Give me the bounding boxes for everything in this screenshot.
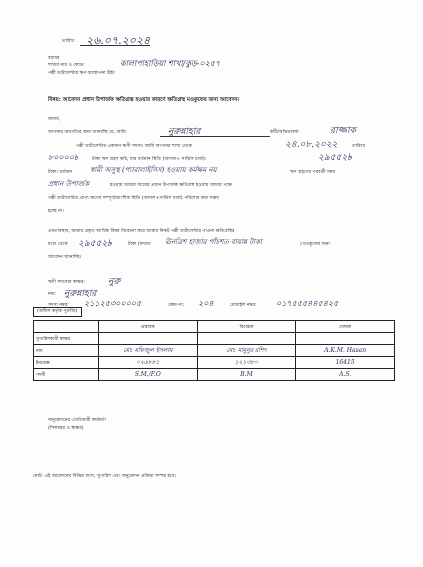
row-label: নাম xyxy=(34,345,99,357)
row-label: সুপারিশকারী স্বাক্ষর xyxy=(34,333,99,345)
subject-line: বিষয়: আবেদন প্রধান উপার্জক ক্ষতিগ্রস্ত হওয়ার কারণে ক্ষতিগ্রস্থ মওকুফের জন্য আবেদন। xyxy=(48,97,240,103)
p1-role: কর্মী/অভিভাবক: xyxy=(270,130,300,135)
mobile-value-hand: ০১৭৫৫৫৪৪৫৪২৫ xyxy=(276,299,339,308)
table-cell: মো: মামুনুর রশিদ xyxy=(197,345,296,357)
table-row xyxy=(34,333,395,345)
situation-hand: স্বামী অসুস্থ (প্যারালাইসিস) হওয়ায় কর্মক্ষম নয় xyxy=(90,166,217,174)
table-row xyxy=(34,357,395,369)
p1-line4-end: ঋণ গ্রহণের পরবর্তী সময় xyxy=(290,170,336,175)
row-label: পদবী xyxy=(34,369,99,381)
p2-line1: এমতাবস্থায়, আমার প্রকৃত আর্থিক বিষয় বিবেচনা করে আমার নিকট পল্লী ডাটাসেন্টার পাওনা ক্ষতিগ্রস্থির xyxy=(48,229,235,234)
mobile-label: মোবাইল নম্বর: xyxy=(230,303,257,308)
p1-line3: টাকা ঋণ গ্রহণ করি, যার বর্তমান স্থিতি (আসল+ সার্ভিস চার্জ): xyxy=(92,157,207,162)
name-label: নাম: xyxy=(48,292,57,297)
branch-label: শাখার নাম ও কোড: xyxy=(48,63,85,68)
p2-mid: টাকা (কথায়: xyxy=(128,242,152,247)
date-underline xyxy=(80,45,150,46)
signature-label: ঋণী সদস্যের স্বাক্ষর: xyxy=(48,280,85,285)
row-label: ইনডেক্স xyxy=(34,357,99,369)
member-value-hand: ২১১২৫৩০০০০৫ xyxy=(84,299,142,308)
name-underline xyxy=(160,136,270,137)
column-header-reviewer: বিবেচক xyxy=(197,321,296,333)
table-cell: S.M./F.O xyxy=(99,369,198,381)
balance-hand: ২৯৫৫২৳ xyxy=(318,153,352,163)
loan-amount-hand: ৮০০০০৳ xyxy=(48,153,78,162)
branch-value: কালাপাহাড়িয়া শাখা/কুড়-০২৫৭ xyxy=(120,59,221,68)
table-cell: মো: মফিজুল ইসলাম xyxy=(99,345,198,357)
p1-line2-end: তারিখে xyxy=(352,144,366,149)
p2-end: ) মওকুফের জন্য xyxy=(300,242,330,247)
p1-line5-start-hand: প্রধান উপার্জক xyxy=(48,180,89,188)
guardian-hand: রাজ্জাক xyxy=(330,126,356,136)
signatory-line2: (সিলমহর ও স্বাক্ষর) xyxy=(48,426,84,431)
table-cell xyxy=(296,333,395,345)
table-row xyxy=(34,369,395,381)
office-use-title: (অফিস কর্তৃক পূরণীয়) xyxy=(33,307,82,317)
table-cell: A.S. xyxy=(296,369,395,381)
p1-line2: পল্লী ডাটাসেন্টার একজন ঋণী সদস্য। আমি আপনার শাখা থেকে xyxy=(76,144,192,149)
group-label: কেন্দ্র নং: xyxy=(168,303,185,308)
p2-start: মধ্যে থেকে xyxy=(48,242,68,247)
salutation: জনাব, xyxy=(48,117,61,122)
table-corner-cell xyxy=(34,321,99,333)
waive-amount-hand: ২৯৫৫২৳ xyxy=(78,239,112,249)
to-label: বরাবর xyxy=(48,56,60,61)
p1-line7: হচ্ছে না। xyxy=(48,209,64,214)
applicant-name-hand: নুরুন্নাহার xyxy=(168,127,201,137)
table-cell: A.K.M. Hasan xyxy=(296,345,395,357)
approval-table xyxy=(33,320,395,381)
table-cell: 16415 xyxy=(296,357,395,369)
org-line: পল্লী ডাটাসেন্টার ঋন ব্যবস্থাপনা উইং xyxy=(48,71,115,76)
table-row xyxy=(34,345,395,357)
member-label: সদস্য নম্বর: xyxy=(48,303,69,308)
table-cell: ০২৬৮৮১ xyxy=(99,357,198,369)
p1-start: আপনার অবগতির জন্য জানাচ্ছি যে, আমি xyxy=(48,130,126,135)
column-header-declarer: ঘোষক xyxy=(296,321,395,333)
name-value-hand: নুরুন্নাহার xyxy=(64,289,97,299)
table-cell xyxy=(197,333,296,345)
loan-date-hand: ২৪.০৮.২০২২ xyxy=(285,140,338,150)
column-header-proposer: প্রস্তাবক xyxy=(99,321,198,333)
table-cell: ১২১৩৮০ xyxy=(197,357,296,369)
date-label: তারিখ: xyxy=(62,39,76,44)
table-cell xyxy=(99,333,198,345)
table-header-row xyxy=(34,321,395,333)
p2-line3: আবেদন জানাচ্ছি। xyxy=(48,255,82,260)
signature-hand: নুরু xyxy=(108,277,121,287)
p1-line5: হওয়ায় আমার আয়ের প্রধান উপার্জক ক্ষতিগ্রস্থ হওয়ায় আমার পক্ষে xyxy=(110,183,232,188)
date-value: ২৬.০৭.২০২৪ xyxy=(86,34,151,47)
table-cell: B.M xyxy=(197,369,296,381)
waive-words-hand: ঊনত্রিশ হাজার পাঁচশত বায়ান্ন টাকা xyxy=(165,238,262,246)
p1-line6: পল্লী ডাটাসেন্টার প্রাপ্য ঋণের সম্পূর্ণ/আংশিক স্থিতি (আসল+সার্ভিস চার্জ) পরিশোধ করা সম্ভব xyxy=(48,196,219,201)
footer-note: নোট- এই আবেদনের বিভিন্ন অংশ, সুপারিশ এবং অনুমোদন প্রক্রিয়া সম্পন্ন হবে। xyxy=(33,474,176,479)
p1-line4-start: টাকা। বর্তমান xyxy=(48,170,73,175)
signatory-line1: অনুমোদনের এখতিয়ারী কর্মকর্তা xyxy=(48,418,106,423)
group-value-hand: ২০৪ xyxy=(198,299,214,308)
